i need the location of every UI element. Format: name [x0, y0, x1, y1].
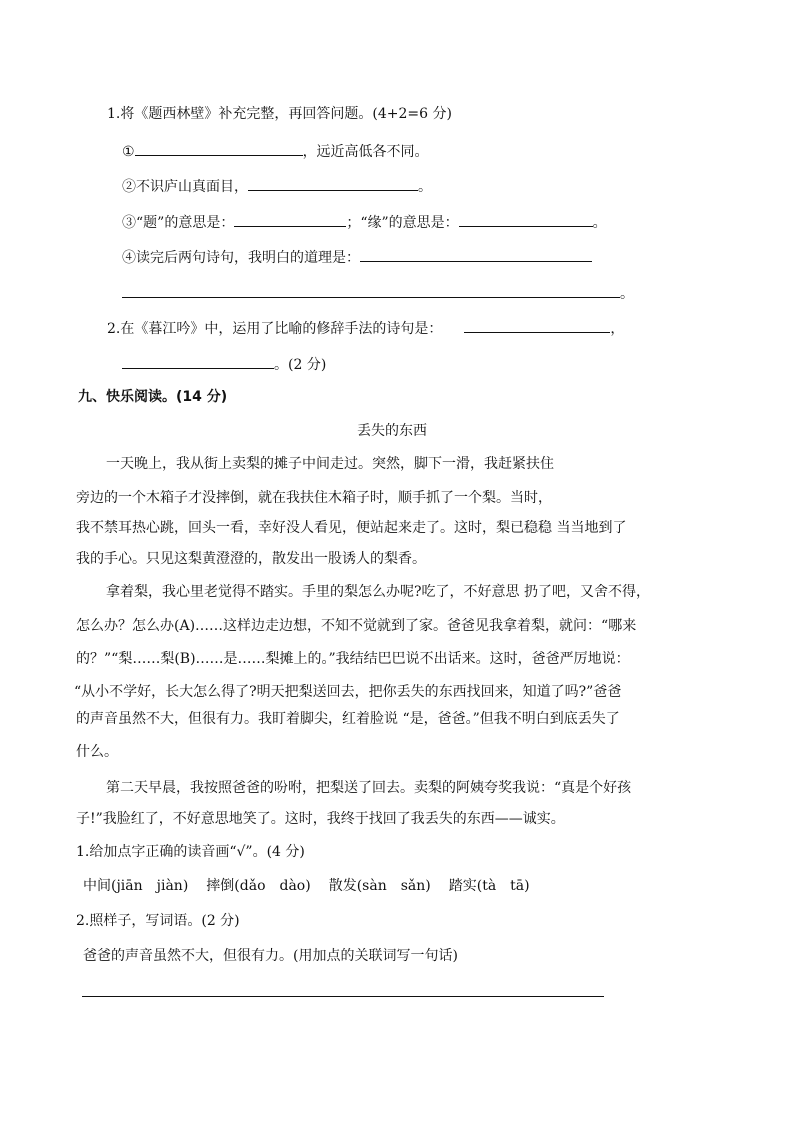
reading-q2-prompt: 2.照样子，写词语。(2 分): [76, 913, 240, 929]
q1-line3-text2: ；“缘”的意思是：: [346, 215, 459, 231]
pinyin-option[interactable]: 中间(jiān jiàn): [83, 878, 189, 894]
q2-prompt: 2.在《暮江吟》中，运用了比喻的修辞手法的诗句是：: [107, 321, 443, 337]
answer-line[interactable]: [82, 996, 604, 997]
passage-line: 子!”我脸红了，不好意思地笑了。这时，我终于找回了我丢失的东西——诚实。: [76, 811, 565, 827]
passage-line: 一天晚上，我从街上卖梨的摊子中间走过。突然，脚下一滑，我赶紧扶住: [106, 456, 554, 472]
q1-line4: [122, 246, 592, 268]
answer-blank[interactable]: [122, 353, 274, 369]
q1-line2-end: 。: [418, 179, 432, 195]
reading-q1-prompt: 1.给加点字正确的读音画“√”。(4 分): [76, 844, 305, 860]
q1-line1-text: ，远近高低各不同。: [302, 144, 429, 160]
q1-line3-text1: ③“题”的意思是：: [122, 215, 235, 231]
pinyin-option[interactable]: 散发(sàn sǎn): [328, 878, 431, 894]
passage-line: 的？”“梨……梨(B)……是……梨摊上的。”我结结巴巴说不出话来。这时，爸爸严厉地说：: [76, 651, 630, 667]
passage-line: 旁边的一个木箱子才没摔倒，就在我扶住木箱子时，顺手抓了一个梨。当时，: [76, 490, 552, 506]
answer-blank[interactable]: [464, 317, 610, 333]
answer-blank[interactable]: [234, 211, 346, 227]
passage-line: 我不禁耳热心跳，回头一看，幸好没人看见，便站起来走了。这时，梨已稳稳 当当地到了: [76, 520, 627, 536]
passage-line: 第二天早晨，我按照爸爸的吩咐，把梨送了回去。卖梨的阿姨夸奖我说：“真是个好孩: [106, 780, 632, 796]
answer-blank[interactable]: [122, 282, 620, 298]
q2-comma: ，: [610, 321, 625, 337]
passage-line: “从小不学好，长大怎么得了?明天把梨送回去，把你丢失的东西找回来，知道了吗?”爸爸: [74, 684, 622, 700]
q1-line1-marker: ①: [122, 144, 135, 160]
answer-blank[interactable]: [459, 211, 593, 227]
answer-blank[interactable]: [248, 175, 418, 191]
q1-line5-end: 。: [620, 286, 634, 302]
answer-blank[interactable]: [360, 246, 592, 262]
q1-line2: [122, 175, 432, 197]
q1-line4-text: ④读完后两句诗句，我明白的道理是：: [122, 250, 360, 266]
passage-line: 拿着梨，我心里老觉得不踏实。手里的梨怎么办呢?吃了，不好意思 扔了吧，又舍不得，: [106, 584, 650, 600]
q1-line3-end: 。: [592, 215, 607, 231]
q2-line2: [122, 353, 326, 375]
passage-title: 丢失的东西: [357, 423, 427, 439]
q1-line3: [122, 211, 607, 233]
q1-prompt: 1.将《题西林壁》补充完整，再回答问题。(4+2=6 分): [107, 106, 452, 122]
answer-blank[interactable]: [135, 140, 303, 156]
passage-line: 我的手心。只见这梨黄澄澄的，散发出一股诱人的梨香。: [76, 551, 426, 567]
q1-line1: [122, 140, 429, 162]
passage-line: 什么。: [76, 744, 118, 760]
q1-line5: [122, 282, 634, 304]
section9-heading: 九、快乐阅读。(14 分): [78, 389, 228, 405]
q2-line1: [107, 317, 624, 339]
passage-line: 怎么办？怎么办(A)……这样边走边想，不知不觉就到了家。爸爸见我拿着梨，就问：“哪来: [76, 618, 637, 634]
pinyin-option[interactable]: 摔倒(dǎo dào): [206, 878, 311, 894]
q1-line2-text: ②不识庐山真面目，: [122, 179, 248, 195]
pinyin-option[interactable]: 踏实(tà tā): [448, 878, 530, 894]
reading-q2-example: 爸爸的声音虽然不大，但很有力。(用加点的关联词写一句话): [83, 948, 458, 964]
q2-score: 。(2 分): [274, 357, 327, 373]
reading-q1-options: [83, 876, 548, 896]
passage-line: 的声音虽然不大，但很有力。我盯着脚尖，红着脸说 “是，爸爸。”但我不明白到底丢失了: [76, 711, 620, 727]
